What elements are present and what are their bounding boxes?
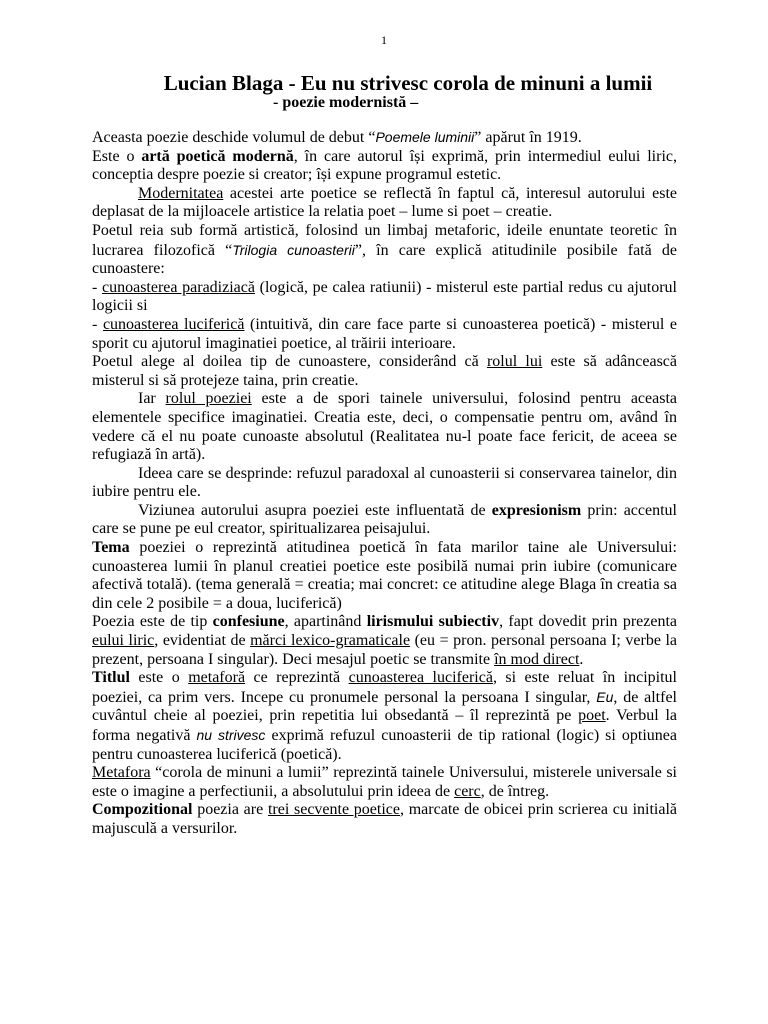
document-body: [92, 128, 677, 839]
bold-term: artă poetică modernă: [141, 147, 294, 165]
text: “corola de minuni a lumii” reprezintă tainele Universului, misterele universale si este o imagine a perfectiunii, a absolutului prin ideea de: [92, 764, 677, 800]
text: , evidentiat de: [154, 632, 251, 650]
text: ”, în care explică atitudinile posibile fată de cunoastere:: [92, 241, 677, 278]
text: Iar: [138, 390, 166, 408]
text: (eu = pron. personal persoana I; verbe la prezent, persoana I singular). Deci mesajul poetic se transmite: [92, 632, 678, 668]
bold-term: Titlul: [92, 669, 130, 687]
text: -: [92, 278, 102, 296]
text: Poetul reia sub formă artistică, folosind un limbaj metaforic, ideile enuntate teoretic în lucrarea filozofică “: [92, 221, 677, 259]
paragraph-cunoastere-paradiziaca: [92, 279, 677, 316]
bold-term: lirismului subiectiv: [366, 613, 500, 631]
underlined-term: în mod direct: [494, 650, 580, 668]
bold-term: Compozitional: [92, 801, 193, 819]
page-number: 1: [381, 33, 387, 47]
paragraph-modernitatea: [92, 185, 677, 222]
text: este să adâncească misterul si să protejeze taina, prin creatie.: [92, 353, 678, 389]
paragraph-confesiune: [92, 613, 677, 669]
underlined-term: Metafora: [92, 764, 151, 782]
paragraph-compozitional: [92, 801, 677, 838]
text: prin: accentul care se pune pe eul creator, spiritualizarea peisajului.: [92, 501, 677, 538]
page-title: Lucian Blaga - Eu nu strivesc corola de minuni a lumii: [163, 71, 653, 95]
paragraph-debut: [92, 128, 677, 148]
bold-term: Tema: [92, 539, 130, 557]
text: , si este reluat în incipitul poeziei, ca prim vers. Incepe cu pronumele personal la persoana I singular,: [92, 669, 678, 706]
paragraph-art-poetica: [92, 148, 677, 185]
text: ” apărut în 1919.: [474, 129, 582, 146]
underlined-term: cunoasterea luciferică: [102, 315, 245, 333]
underlined-term: rolul poeziei: [165, 390, 252, 408]
text: poezia are: [192, 801, 268, 819]
underlined-term: trei secvente poetice: [267, 801, 400, 819]
text: acestei arte poetice se reflectă în faptul că, interesul autorului este deplasat de la mijloacele artistice la relatia poet – lume si poet – creatie.: [92, 184, 677, 221]
underlined-term: cerc: [454, 782, 481, 800]
text: , marcate de obicei prin scrierea cu initială majusculă a versurilor.: [92, 801, 677, 837]
underlined-term: cunoasterea paradiziacă: [101, 278, 255, 296]
text: , în care autorul își exprimă, prin intermediul eului liric, conceptia despre poezie si creator; își expune programul estetic.: [92, 147, 677, 184]
text: Ideea care se desprinde: refuzul paradoxal al cunoasterii si conservarea tainelor, din iubire pentru ele.: [92, 464, 677, 501]
italic-phrase: nu strivesc: [196, 727, 266, 743]
underlined-term: metaforă: [188, 669, 246, 687]
text: Aceasta poezie deschide volumul de debut “: [92, 129, 376, 146]
work-title: Trilogia cunoasterii: [232, 241, 355, 258]
text: exprimă refuzul cunoasterii de tip rational (logic) si optiunea pentru cunoasterea luciferică (poetică).: [92, 727, 677, 763]
bold-term: expresionism: [491, 501, 582, 519]
underlined-term: mărci lexico-gramaticale: [250, 632, 411, 650]
page-subtitle: - poezie modernistă –: [273, 94, 419, 111]
paragraph-rolul-lui: [92, 353, 677, 390]
paragraph-trilogia: [92, 222, 677, 279]
text: (intuitivă, din care face parte si cunoasterea poetică) - misterul e sporit cu ajutorul imaginatiei poetice, al trăirii interioare.: [92, 315, 678, 352]
text: Este o: [92, 147, 142, 165]
text: . Verbul la forma negativă: [92, 707, 677, 744]
text: , apartinând: [284, 613, 367, 631]
paragraph-viziunea: [92, 502, 677, 539]
text: (logică, pe calea ratiunii) - misterul este partial redus cu ajutorul logicii si: [92, 278, 678, 315]
text: Poezia este de tip: [92, 613, 213, 631]
underlined-term: cunoasterea luciferică: [348, 669, 493, 687]
text: este o: [129, 669, 189, 687]
text: -: [92, 315, 103, 333]
text: Viziunea autorului asupra poeziei este influentată de: [138, 501, 492, 519]
text: , fapt dovedit prin prezenta: [499, 613, 678, 631]
text: Poetul alege al doilea tip de cunoastere, considerând că: [92, 353, 487, 371]
underlined-term: eului liric: [92, 632, 155, 650]
underlined-term: poet: [578, 707, 606, 725]
text: , de întreg.: [480, 782, 550, 800]
volume-title: Poemele luminii: [375, 129, 475, 145]
underlined-term: rolul lui: [486, 353, 543, 371]
text: .: [579, 650, 584, 668]
paragraph-metafora: [92, 764, 677, 801]
text: poeziei o reprezintă atitudinea poetică în fata marilor taine ale Universului: cunoasterea lumii în planul creatiei poetice este posibilă numai prin iubire (comunicare afectivă totală). (tema generală = creatia; mai concret: ce atitudine alege Blaga în creatia sa din cele 2 posibile = a doua, luciferică): [92, 539, 677, 612]
text: este a de spori tainele universului, folosind pentru aceasta elementele specifice imaginatiei. Creatia este, deci, o compensatie pentru om, având în vedere că el nu poate cunoaste absolutul (Realitatea nu-l poate face fericit, de aceea se refugiază în artă).: [92, 390, 677, 464]
text: , de altfel cuvântul cheie al poeziei, prin repetitia lui obsedantă – îl reprezintă pe: [92, 688, 678, 725]
paragraph-titlul: [92, 669, 677, 764]
paragraph-cunoastere-luciferica: [92, 316, 677, 353]
underlined-term: Modernitatea: [138, 184, 224, 202]
italic-word: Eu: [596, 688, 614, 705]
bold-term: confesiune: [212, 613, 285, 631]
paragraph-ideea: [92, 465, 677, 502]
paragraph-rolul-poeziei: [92, 390, 677, 464]
paragraph-tema: [92, 539, 677, 613]
text: ce reprezintă: [245, 669, 349, 687]
